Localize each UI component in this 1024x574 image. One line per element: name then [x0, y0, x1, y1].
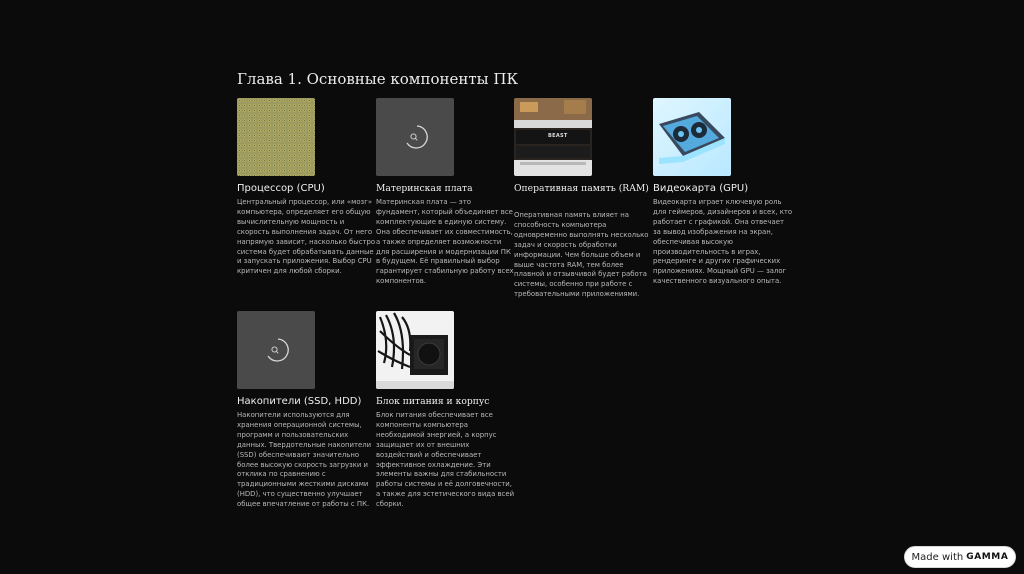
card-title: Материнская плата	[376, 183, 473, 194]
card-text: Оперативная память влияет на способность компьютера одновременно выполнять несколько задач и скорость обработки информации. Чем больше объем и выше частота RAM, тем более плавной и отзывчивой будет работа системы, особенно при работе с требовательными приложениями.	[514, 211, 649, 299]
made-with-gamma-badge[interactable]	[904, 546, 1016, 568]
card-text: Материнская плата — это фундамент, который объединяет все комплектующие в единую систему. Она обеспечивает их совместимость, а также определяет возможности для расширения и модернизации ПК в будущем. Её правильный выбор гарантирует стабильную работу всех компонентов.	[376, 198, 514, 286]
card-title: Оперативная память (RAM)	[514, 183, 649, 194]
card-title: Видеокарта (GPU)	[653, 183, 749, 194]
card-storage	[237, 311, 377, 510]
image-placeholder	[376, 98, 454, 176]
psu-image	[376, 311, 454, 389]
card-text: Накопители используются для хранения операционной системы, программ и пользовательских данных. Твердотельные накопители (SSD) обеспечивают значительно более высокую скорость загрузки и отклика по сравнению с традиционными жесткими дисками (HDD), что существенно улучшает общее впечатление от работы с ПК.	[237, 411, 372, 509]
gpu-card-image	[653, 98, 731, 176]
cpu-chip-image	[237, 98, 315, 176]
card-psu	[376, 311, 516, 510]
image-placeholder	[237, 311, 315, 389]
gamma-logo: GAMMA	[966, 552, 1009, 562]
card-text: Блок питания обеспечивает все компоненты компьютера необходимой энергией, а корпус защищает их от внешних воздействий и обеспечивает эффективное охлаждение. Эти элементы важны для стабильности работы системы и её долговечности, а также для эстетического вида всей сборки.	[376, 411, 515, 509]
card-title: Блок питания и корпус	[376, 396, 490, 407]
card-cpu	[237, 98, 377, 277]
loading-placeholder-icon	[376, 98, 454, 176]
card-motherboard	[376, 98, 516, 287]
ram-module-image	[514, 98, 592, 176]
card-text: Центральный процессор, или «мозг» компьютера, определяет его общую вычислительную мощность и скорость выполнения задач. От него напрямую зависит, насколько быстро система будет обрабатывать данные и запускать приложения. Выбор CPU критичен для любой сборки.	[237, 198, 376, 276]
ram-brand-label: BEAST	[548, 133, 568, 139]
loading-placeholder-icon	[237, 311, 315, 389]
page-title: Глава 1. Основные компоненты ПК	[237, 70, 519, 88]
card-title: Накопители (SSD, HDD)	[237, 396, 362, 407]
card-gpu	[653, 98, 793, 287]
card-ram	[514, 98, 654, 300]
badge-prefix: Made with	[911, 551, 964, 563]
card-title: Процессор (CPU)	[237, 183, 325, 194]
card-text: Видеокарта играет ключевую роль для геймеров, дизайнеров и всех, кто работает с графикой. Она отвечает за вывод изображения на экран, обеспечивая высокую производительность в играх, рендеринге и других графических приложениях. Мощный GPU — залог качественного визуального опыта.	[653, 198, 793, 286]
